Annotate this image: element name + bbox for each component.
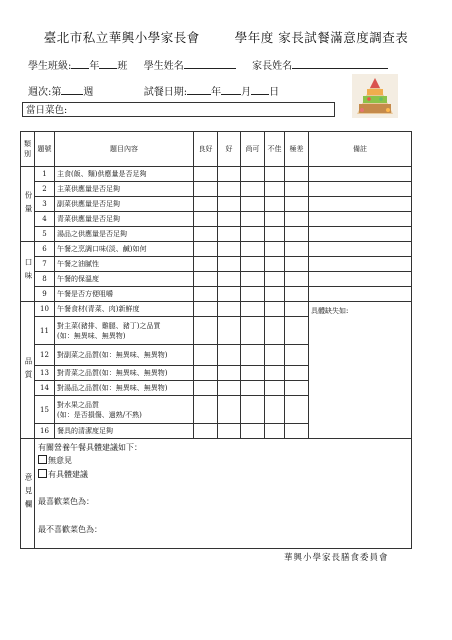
table-row <box>21 167 412 182</box>
header-item-no: 題號 <box>35 132 55 167</box>
parent-name-label: 家長姓名 <box>252 61 293 72</box>
header-bad: 極差 <box>285 132 309 167</box>
rating-cell[interactable] <box>218 366 241 381</box>
rating-cell[interactable] <box>218 345 241 366</box>
today-menu-label: 當日菜色: <box>26 105 68 116</box>
rating-cell[interactable] <box>241 257 265 272</box>
item-content: 午餐的保溫度 <box>55 272 194 287</box>
remark-cell[interactable] <box>309 197 412 212</box>
rating-cell[interactable] <box>241 366 265 381</box>
table-row <box>21 242 412 257</box>
item-no: 11 <box>35 317 55 345</box>
rating-cell[interactable] <box>285 272 309 287</box>
header-good: 良好 <box>194 132 218 167</box>
item-no: 3 <box>35 197 55 212</box>
remark-cell[interactable] <box>309 287 412 302</box>
table-row <box>21 197 412 212</box>
rating-cell[interactable] <box>241 381 265 396</box>
rating-cell[interactable] <box>218 424 241 439</box>
grade-field[interactable] <box>71 58 89 69</box>
item-content: 湯品之供應量是否足夠 <box>55 227 194 242</box>
rating-cell[interactable] <box>265 182 285 197</box>
rating-cell[interactable] <box>265 227 285 242</box>
has-opinion-option[interactable] <box>38 469 88 480</box>
title-org: 臺北市私立華興小學家長會 <box>43 30 200 45</box>
rating-cell[interactable] <box>194 287 218 302</box>
rating-cell[interactable] <box>194 366 218 381</box>
rating-cell[interactable] <box>265 167 285 182</box>
item-content: 對青菜之品質(如：無異味、無異物) <box>55 366 194 381</box>
table-row <box>21 212 412 227</box>
footer-signature: 華興小學家長膳食委員會 <box>284 553 389 563</box>
item-no: 6 <box>35 242 55 257</box>
no-opinion-option[interactable] <box>38 455 72 466</box>
item-content: 青菜供應量是否足夠 <box>55 212 194 227</box>
item-content: 主菜供應量是否足夠 <box>55 182 194 197</box>
rating-cell[interactable] <box>194 212 218 227</box>
month-field[interactable] <box>221 84 241 95</box>
rating-cell[interactable] <box>265 287 285 302</box>
rating-cell[interactable] <box>218 182 241 197</box>
today-menu-field[interactable] <box>22 102 335 117</box>
rating-cell[interactable] <box>218 317 241 345</box>
grade-suffix: 年 <box>89 61 100 72</box>
rating-cell[interactable] <box>241 302 265 317</box>
remark-cell[interactable] <box>309 167 412 182</box>
header-category: 類別 <box>21 132 35 167</box>
remark-cell[interactable] <box>309 272 412 287</box>
item-content: 對湯品之品質(如：無異味、無異物) <box>55 381 194 396</box>
item-content: 副菜供應量是否足夠 <box>55 197 194 212</box>
food-pyramid-image <box>352 74 398 118</box>
rating-cell[interactable] <box>241 182 265 197</box>
item-no: 14 <box>35 381 55 396</box>
rating-cell[interactable] <box>265 242 285 257</box>
quality-remark-cell[interactable] <box>309 302 412 439</box>
has-opinion-label: 有具體建議 <box>48 470 88 479</box>
rating-cell[interactable] <box>285 182 309 197</box>
rating-cell[interactable] <box>218 396 241 424</box>
item-content: 午餐之烹調口味(淡、鹹)如何 <box>55 242 194 257</box>
remark-text: 具體缺失如: <box>311 307 349 315</box>
item-no: 10 <box>35 302 55 317</box>
header-ok: 好 <box>218 132 241 167</box>
rating-cell[interactable] <box>285 167 309 182</box>
rating-cell[interactable] <box>218 227 241 242</box>
rating-cell[interactable] <box>241 227 265 242</box>
rating-cell[interactable] <box>265 366 285 381</box>
item-no: 9 <box>35 287 55 302</box>
parent-name-field[interactable] <box>292 58 388 69</box>
survey-table <box>20 131 412 549</box>
week-suffix: 週 <box>83 87 94 98</box>
item-content: 午餐之油膩性 <box>55 257 194 272</box>
class-field[interactable] <box>99 58 117 69</box>
rating-cell[interactable] <box>265 345 285 366</box>
item-no: 13 <box>35 366 55 381</box>
rating-cell[interactable] <box>218 381 241 396</box>
rating-cell[interactable] <box>265 424 285 439</box>
item-no: 8 <box>35 272 55 287</box>
year-label: 年 <box>211 87 222 98</box>
remark-cell[interactable] <box>309 242 412 257</box>
rating-cell[interactable] <box>194 182 218 197</box>
rating-cell[interactable] <box>194 272 218 287</box>
rating-cell[interactable] <box>241 317 265 345</box>
item-no: 4 <box>35 212 55 227</box>
rating-cell[interactable] <box>194 396 218 424</box>
rating-cell[interactable] <box>241 197 265 212</box>
favorite-dish-label: 最喜歡菜色為： <box>38 497 94 506</box>
item-no: 2 <box>35 182 55 197</box>
no-opinion-label: 無意見 <box>48 456 72 465</box>
rating-cell[interactable] <box>241 424 265 439</box>
table-row <box>21 302 412 317</box>
rating-cell[interactable] <box>218 302 241 317</box>
has-opinion-checkbox[interactable] <box>38 469 47 478</box>
category-quantity: 份量 <box>21 167 35 242</box>
month-label: 月 <box>241 87 252 98</box>
info-row-1 <box>28 57 388 72</box>
rating-cell[interactable] <box>285 227 309 242</box>
rating-cell[interactable] <box>194 257 218 272</box>
remark-cell[interactable] <box>309 257 412 272</box>
year-field[interactable] <box>187 84 211 95</box>
rating-cell[interactable] <box>241 287 265 302</box>
rating-cell[interactable] <box>194 167 218 182</box>
rating-cell[interactable] <box>265 272 285 287</box>
least-favorite-dish-label: 最不喜歡菜色為： <box>38 525 102 534</box>
rating-cell[interactable] <box>218 197 241 212</box>
week-prefix: 週次:第 <box>28 87 62 98</box>
item-no: 7 <box>35 257 55 272</box>
opinion-intro: 有關營養午餐具體建議如下： <box>38 443 142 452</box>
rating-cell[interactable] <box>265 317 285 345</box>
category-quality: 品質 <box>21 302 35 439</box>
week-field[interactable] <box>61 84 83 95</box>
category-taste: 口味 <box>21 242 35 302</box>
rating-cell[interactable] <box>241 272 265 287</box>
item-content: 餐具的清潔度足夠 <box>55 424 194 439</box>
item-content: 對水果之品質 (如：是否損傷、過熟/不熟) <box>55 396 194 424</box>
rating-cell[interactable] <box>194 345 218 366</box>
item-content: 主食(飯、麵)供應量是否足夠 <box>55 167 194 182</box>
rating-cell[interactable] <box>241 212 265 227</box>
opinion-row <box>21 439 412 549</box>
rating-cell[interactable] <box>265 257 285 272</box>
item-no: 12 <box>35 345 55 366</box>
category-opinion: 意見欄 <box>21 439 35 549</box>
rating-cell[interactable] <box>194 424 218 439</box>
rating-cell[interactable] <box>218 257 241 272</box>
header-remarks: 備註 <box>309 132 412 167</box>
rating-cell[interactable] <box>285 317 309 345</box>
rating-cell[interactable] <box>265 381 285 396</box>
day-field[interactable] <box>251 84 269 95</box>
page-title <box>0 28 452 46</box>
rating-cell[interactable] <box>218 167 241 182</box>
table-row <box>21 182 412 197</box>
rating-cell[interactable] <box>194 242 218 257</box>
rating-cell[interactable] <box>194 302 218 317</box>
rating-cell[interactable] <box>285 212 309 227</box>
rating-cell[interactable] <box>285 396 309 424</box>
item-content: 午餐食材(青菜、肉)新鮮度 <box>55 302 194 317</box>
rating-cell[interactable] <box>285 242 309 257</box>
rating-cell[interactable] <box>265 396 285 424</box>
rating-cell[interactable] <box>285 197 309 212</box>
item-no: 1 <box>35 167 55 182</box>
rating-cell[interactable] <box>285 381 309 396</box>
table-row <box>21 287 412 302</box>
class-label: 學生班級: <box>28 61 72 72</box>
date-label: 試餐日期: <box>143 87 188 98</box>
class-suffix: 班 <box>117 61 128 72</box>
title-form: 學年度 家長試餐滿意度調查表 <box>234 30 409 45</box>
rating-cell[interactable] <box>285 366 309 381</box>
item-content: 對主菜(豬排、雞腿、豬丁)之品質 (如：無異味、無異物) <box>55 317 194 345</box>
rating-cell[interactable] <box>218 287 241 302</box>
rating-cell[interactable] <box>194 317 218 345</box>
rating-cell[interactable] <box>285 345 309 366</box>
rating-cell[interactable] <box>218 212 241 227</box>
item-content: 對副菜之品質(如：無異味、無異物) <box>55 345 194 366</box>
info-row-2 <box>28 83 279 98</box>
student-name-field[interactable] <box>184 58 236 69</box>
header-fair: 尚可 <box>241 132 265 167</box>
rating-cell[interactable] <box>241 242 265 257</box>
rating-cell[interactable] <box>265 197 285 212</box>
rating-cell[interactable] <box>241 167 265 182</box>
item-content: 午餐是否方便咀嚼 <box>55 287 194 302</box>
rating-cell[interactable] <box>285 302 309 317</box>
remark-cell[interactable] <box>309 182 412 197</box>
rating-cell[interactable] <box>265 302 285 317</box>
rating-cell[interactable] <box>285 257 309 272</box>
table-row <box>21 227 412 242</box>
remark-cell[interactable] <box>309 227 412 242</box>
header-content: 題目內容 <box>55 132 194 167</box>
day-label: 日 <box>269 87 280 98</box>
table-row <box>21 272 412 287</box>
item-no: 16 <box>35 424 55 439</box>
rating-cell[interactable] <box>285 424 309 439</box>
item-no: 5 <box>35 227 55 242</box>
rating-cell[interactable] <box>285 287 309 302</box>
rating-cell[interactable] <box>194 227 218 242</box>
rating-cell[interactable] <box>241 396 265 424</box>
opinion-cell[interactable] <box>35 439 412 549</box>
table-row <box>21 257 412 272</box>
remark-cell[interactable] <box>309 212 412 227</box>
rating-cell[interactable] <box>265 212 285 227</box>
header-poor: 不佳 <box>265 132 285 167</box>
rating-cell[interactable] <box>218 272 241 287</box>
rating-cell[interactable] <box>194 197 218 212</box>
item-no: 15 <box>35 396 55 424</box>
rating-cell[interactable] <box>241 345 265 366</box>
rating-cell[interactable] <box>218 242 241 257</box>
rating-cell[interactable] <box>194 381 218 396</box>
no-opinion-checkbox[interactable] <box>38 455 47 464</box>
student-name-label: 學生姓名 <box>143 61 184 72</box>
